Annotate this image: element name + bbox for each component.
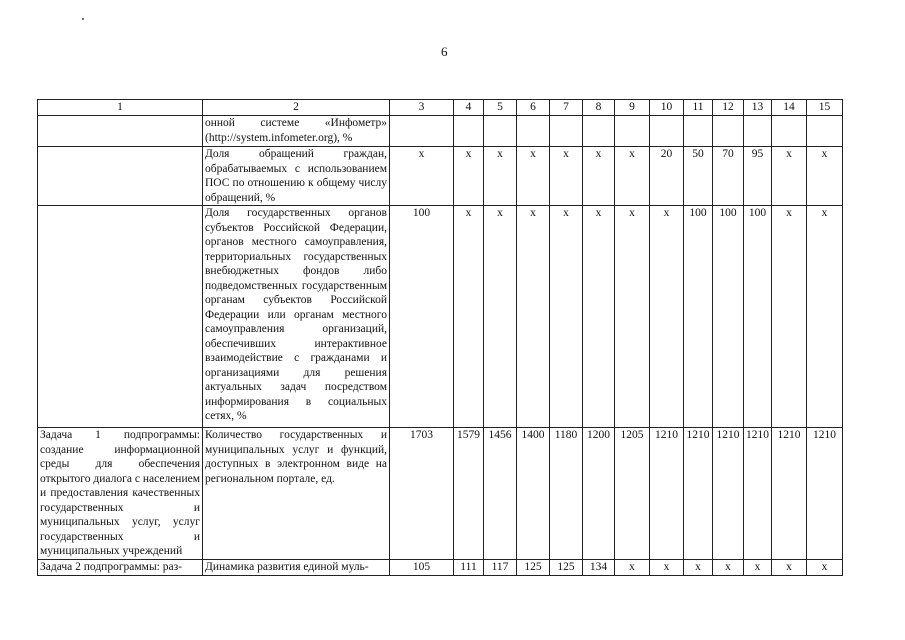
- value-cell: x: [684, 559, 713, 575]
- task-cell: Задача 1 подпрограммы: создание информационной среды для обеспечения открытого диалога с населением и предоставления качественных государственных и муниципальных услуг, услуг государственных и муниципальных учреждений: [38, 428, 203, 560]
- value-cell: x: [807, 147, 843, 206]
- page-number: 6: [441, 44, 448, 59]
- col-header: 2: [203, 100, 390, 116]
- value-cell: 100: [684, 206, 713, 428]
- indicator-cell: онной системе «Инфометр» (http://system.infometer.org), %: [203, 116, 390, 147]
- col-header: 4: [454, 100, 484, 116]
- task-cell: Задача 2 подпрограммы: раз-: [38, 559, 203, 575]
- value-cell: 1210: [772, 428, 807, 560]
- value-cell: 1456: [484, 428, 517, 560]
- value-cell: [517, 116, 550, 147]
- value-cell: x: [454, 206, 484, 428]
- value-cell: [650, 116, 684, 147]
- value-cell: x: [583, 147, 615, 206]
- value-cell: [550, 116, 583, 147]
- col-header: 5: [484, 100, 517, 116]
- value-cell: [615, 116, 650, 147]
- indicator-cell: Количество государственных и муниципальных услуг и функций, доступных в электронном виде на региональном портале, ед.: [203, 428, 390, 560]
- value-cell: x: [650, 206, 684, 428]
- value-cell: x: [517, 147, 550, 206]
- value-cell: x: [615, 206, 650, 428]
- value-cell: x: [807, 559, 843, 575]
- table-row: [38, 116, 843, 147]
- value-cell: x: [390, 147, 454, 206]
- col-header: 12: [713, 100, 744, 116]
- value-cell: 100: [390, 206, 454, 428]
- value-cell: x: [744, 559, 772, 575]
- value-cell: 1579: [454, 428, 484, 560]
- value-cell: x: [484, 147, 517, 206]
- value-cell: 1210: [650, 428, 684, 560]
- value-cell: 1703: [390, 428, 454, 560]
- value-cell: 1180: [550, 428, 583, 560]
- value-cell: 1400: [517, 428, 550, 560]
- value-cell: x: [772, 147, 807, 206]
- col-header: 7: [550, 100, 583, 116]
- col-header: 10: [650, 100, 684, 116]
- value-cell: x: [615, 147, 650, 206]
- task-cell: [38, 116, 203, 147]
- col-header: 14: [772, 100, 807, 116]
- value-cell: [583, 116, 615, 147]
- value-cell: x: [454, 147, 484, 206]
- value-cell: 1210: [713, 428, 744, 560]
- value-cell: x: [807, 206, 843, 428]
- col-header: 11: [684, 100, 713, 116]
- indicator-cell: Динамика развития единой муль-: [203, 559, 390, 575]
- value-cell: 95: [744, 147, 772, 206]
- task-cell: [38, 206, 203, 428]
- value-cell: 100: [713, 206, 744, 428]
- value-cell: [484, 116, 517, 147]
- value-cell: x: [615, 559, 650, 575]
- value-cell: 134: [583, 559, 615, 575]
- value-cell: 125: [517, 559, 550, 575]
- value-cell: [454, 116, 484, 147]
- col-header: 1: [38, 100, 203, 116]
- value-cell: [772, 116, 807, 147]
- value-cell: 105: [390, 559, 454, 575]
- value-cell: 117: [484, 559, 517, 575]
- value-cell: x: [713, 559, 744, 575]
- value-cell: 50: [684, 147, 713, 206]
- indicator-table: [37, 99, 843, 576]
- value-cell: 70: [713, 147, 744, 206]
- col-header: 13: [744, 100, 772, 116]
- value-cell: 20: [650, 147, 684, 206]
- col-header: 8: [583, 100, 615, 116]
- value-cell: x: [517, 206, 550, 428]
- value-cell: 125: [550, 559, 583, 575]
- col-header: 15: [807, 100, 843, 116]
- value-cell: 100: [744, 206, 772, 428]
- table-row: [38, 147, 843, 206]
- indicator-cell: Доля обращений граждан, обрабатываемых с использованием ПОС по отношению к общему числу обращений, %: [203, 147, 390, 206]
- task-cell: [38, 147, 203, 206]
- value-cell: [744, 116, 772, 147]
- value-cell: x: [650, 559, 684, 575]
- table-row: [38, 206, 843, 428]
- col-header: 3: [390, 100, 454, 116]
- value-cell: [713, 116, 744, 147]
- scan-speck: [82, 18, 84, 20]
- value-cell: x: [772, 559, 807, 575]
- value-cell: 1200: [583, 428, 615, 560]
- value-cell: x: [550, 147, 583, 206]
- value-cell: x: [484, 206, 517, 428]
- indicator-cell: Доля государственных органов субъектов Российской Федерации, органов местного самоуправления, территориальных государственных внебюджетных фондов либо подведомственных государственным органам субъектов Российской Федерации или органам местного самоуправления организаций, обеспечивших интерактивное взаимодействие с гражданами и организациями для решения актуальных задач посредством информирования в социальных сетях, %: [203, 206, 390, 428]
- header-row: [38, 100, 843, 116]
- value-cell: x: [550, 206, 583, 428]
- value-cell: 1210: [684, 428, 713, 560]
- value-cell: [807, 116, 843, 147]
- table-row: [38, 428, 843, 560]
- col-header: 6: [517, 100, 550, 116]
- value-cell: 111: [454, 559, 484, 575]
- value-cell: 1210: [807, 428, 843, 560]
- value-cell: 1210: [744, 428, 772, 560]
- table-row: [38, 559, 843, 575]
- value-cell: [684, 116, 713, 147]
- value-cell: [390, 116, 454, 147]
- value-cell: x: [772, 206, 807, 428]
- value-cell: 1205: [615, 428, 650, 560]
- col-header: 9: [615, 100, 650, 116]
- value-cell: x: [583, 206, 615, 428]
